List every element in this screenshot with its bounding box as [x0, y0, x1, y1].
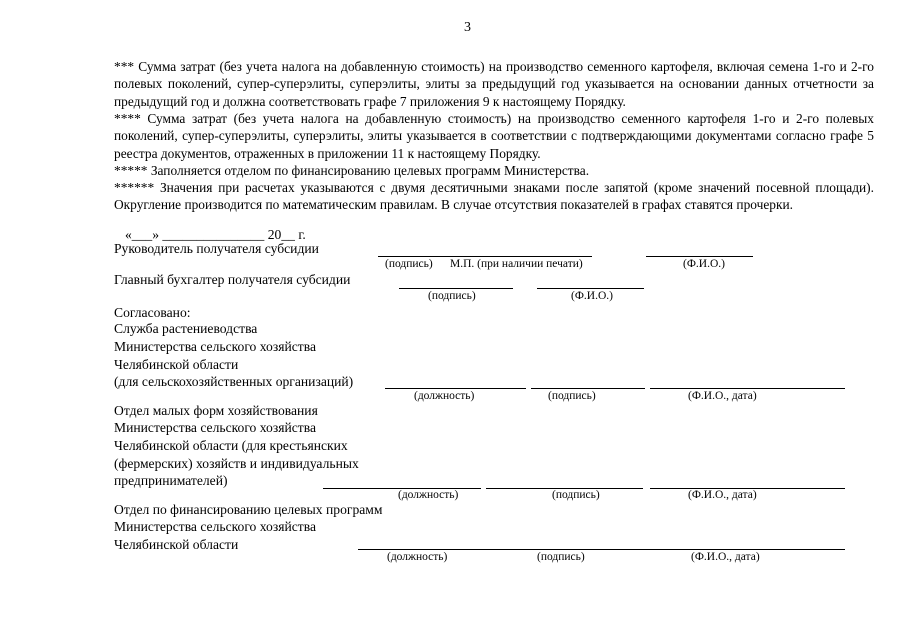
head-cap-sign: (подпись) — [385, 258, 433, 270]
dept1-fio-line — [650, 388, 845, 389]
dept2-line2: Министерства сельского хозяйства — [114, 420, 316, 435]
agreed-label: Согласовано: — [114, 305, 191, 320]
dept3-line1: Отдел по финансированию целевых программ — [114, 502, 383, 517]
head-cap-fio: (Ф.И.О.) — [683, 258, 725, 270]
dept3-cap-sign: (подпись) — [537, 551, 585, 563]
dept3-cap-pos: (должность) — [387, 551, 448, 563]
dept1-line1: Служба растениеводства — [114, 321, 258, 336]
head-fio-line — [646, 256, 753, 257]
footnote-4: **** Сумма затрат (без учета налога на добавленную стоимость) на производство семенного картофеля 1-го и 2-го полевых поколений, супер-суперэлиты, суперэлиты, элиты указывается в соответствии с подтверждающими документами согласно графе 5 реестра документов, отраженных в приложении 11 к настоящему Порядку. — [114, 111, 874, 161]
dept2-line3: Челябинской области (для крестьянских — [114, 438, 348, 453]
date-line: «___» _______________ 20__ г. — [125, 227, 306, 242]
dept1-cap-pos: (должность) — [414, 390, 475, 402]
dept1-sign-line — [531, 388, 645, 389]
dept1-pos-line — [385, 388, 526, 389]
dept1-line2: Министерства сельского хозяйства — [114, 339, 316, 354]
dept2-cap-fio: (Ф.И.О., дата) — [688, 489, 757, 501]
accountant-sign-line — [399, 288, 513, 289]
page-number: 3 — [464, 20, 471, 35]
accountant-cap-sign: (подпись) — [428, 290, 476, 302]
footnote-3: *** Сумма затрат (без учета налога на добавленную стоимость) на производство семенного картофеля, включая семена 1-го и 2-го полевых поколений, супер-суперэлиты, суперэлиты, элиты за предыдущий год указывается на основании данных отчетности за предыдущий год и должна соответствовать графе 7 приложения 9 к настоящему Порядку. — [114, 59, 874, 109]
accountant-fio-line — [537, 288, 644, 289]
dept2-cap-sign: (подпись) — [552, 489, 600, 501]
dept1-line4: (для сельскохозяйственных организаций) — [114, 374, 354, 389]
dept3-line3: Челябинской области — [114, 537, 239, 552]
dept3-signature-line — [358, 549, 845, 550]
head-sign-line — [378, 256, 592, 257]
accountant-cap-fio: (Ф.И.О.) — [571, 290, 613, 302]
dept3-cap-fio: (Ф.И.О., дата) — [691, 551, 760, 563]
dept1-cap-fio: (Ф.И.О., дата) — [688, 390, 757, 402]
footnote-6: ****** Значения при расчетах указываются с двумя десятичными знаками после запятой (кроме значений посевной площади). Округление производится по математическим правилам. В случае отсутствия показателей в графах ставятся прочерки. — [114, 180, 874, 213]
head-label: Руководитель получателя субсидии — [114, 241, 319, 256]
dept1-cap-sign: (подпись) — [548, 390, 596, 402]
dept2-line5: предпринимателей) — [114, 473, 228, 488]
accountant-label: Главный бухгалтер получателя субсидии — [114, 272, 351, 287]
dept1-line3: Челябинской области — [114, 357, 239, 372]
footnote-5: ***** Заполняется отделом по финансированию целевых программ Министерства. — [114, 163, 590, 178]
dept3-line2: Министерства сельского хозяйства — [114, 519, 316, 534]
dept2-cap-pos: (должность) — [398, 489, 459, 501]
head-cap-stamp: М.П. (при наличии печати) — [450, 258, 583, 270]
dept2-line1: Отдел малых форм хозяйствования — [114, 403, 318, 418]
dept2-line4: (фермерских) хозяйств и индивидуальных — [114, 456, 359, 471]
